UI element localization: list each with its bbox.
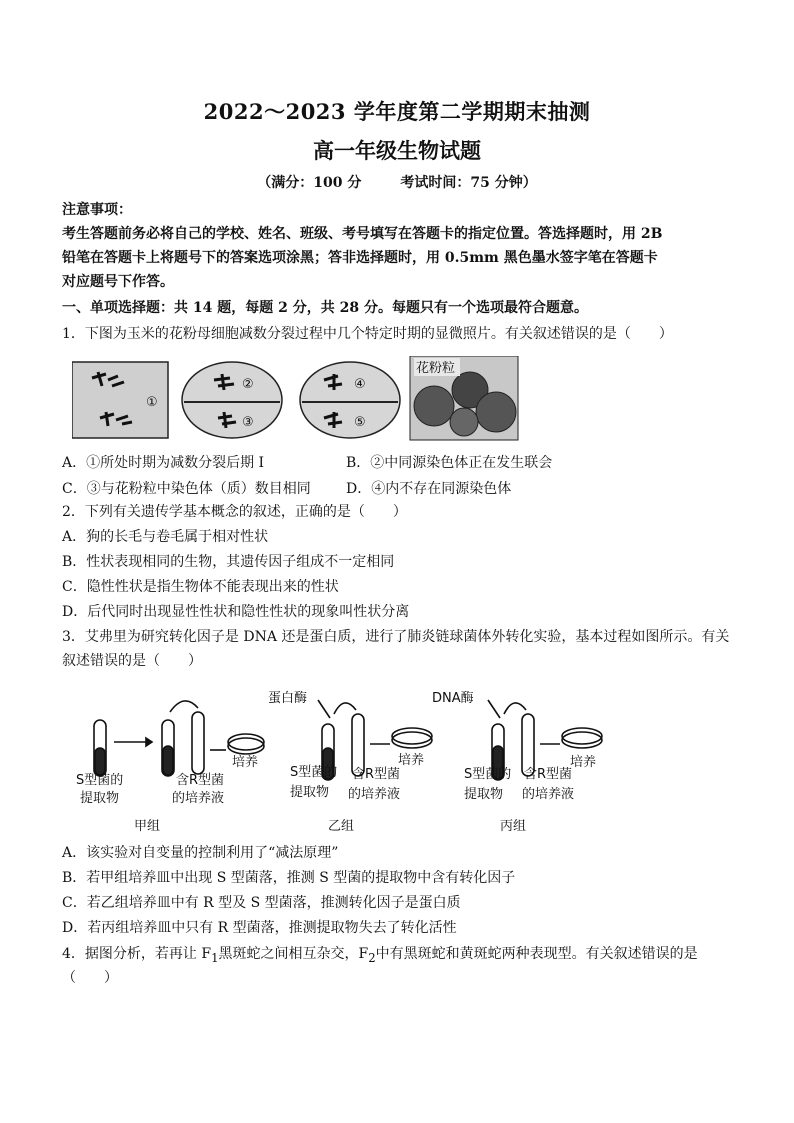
micrograph-number: ④: [354, 377, 366, 392]
label-r-medium: 的培养液: [348, 787, 401, 802]
pollen-grain: [450, 408, 478, 436]
q4-stem-part: 4．据图分析，若再让 F: [62, 946, 212, 962]
micrograph-number: ①: [146, 395, 158, 410]
transfer-arrow: [334, 703, 356, 714]
transformation-experiment-figure: [72, 684, 618, 838]
option-b: B．②中同源染色体正在发生联会: [346, 455, 553, 471]
option-a: A．狗的长毛与卷毛属于相对性状: [62, 529, 269, 545]
group-label: 乙组: [328, 819, 355, 834]
notice-heading: 注意事项：: [62, 202, 132, 218]
pollen-label: 花粉粒: [416, 361, 456, 376]
option-b: B．若甲组培养皿中出现 S 型菌落，推测 S 型菌的提取物中含有转化因子: [62, 870, 516, 886]
test-tube-r-medium: [192, 712, 204, 774]
option-b: B．性状表现相同的生物，其遗传因子组成不一定相同: [62, 554, 395, 570]
option-c: C．隐性性状是指生物体不能表现出来的性状: [62, 579, 339, 595]
tube-liquid: [95, 748, 105, 775]
label-r-medium: 含R型菌: [176, 773, 225, 788]
notice-line: 考生答题前务必将自己的学校、姓名、班级、考号填写在答题卡的指定位置。答选择题时，用 2B: [62, 226, 663, 242]
group-label: 丙组: [500, 819, 527, 834]
option-d: D．若丙组培养皿中只有 R 型菌落，推测提取物失去了转化活性: [62, 920, 457, 936]
exam-title: 2022～2023 学年度第二学期期末抽测: [203, 99, 591, 124]
notice-line: 铅笔在答题卡上将题号下的答案选项涂黑；答非选择题时，用 0.5mm 黑色墨水签字笔在答题卡: [62, 250, 658, 266]
label-r-medium: 含R型菌: [352, 767, 401, 782]
option-c: C．若乙组培养皿中有 R 型及 S 型菌落，推测转化因子是蛋白质: [62, 895, 461, 911]
exam-subtitle: 高一年级生物试题: [313, 138, 481, 163]
label-s-extract: 提取物: [290, 785, 330, 800]
label-r-medium: 含R型菌: [524, 767, 573, 782]
petri-dish: [562, 728, 602, 744]
enzyme-label-protease: 蛋白酶: [268, 691, 308, 706]
group-label: 甲组: [134, 819, 161, 834]
petri-dish: [392, 728, 432, 744]
subscript: 1: [211, 950, 219, 965]
petri-dish-base: [392, 732, 432, 748]
label-s-extract: 提取物: [464, 787, 504, 802]
label-culture: 培养: [398, 753, 425, 768]
label-s-extract: 提取物: [80, 791, 120, 806]
label-r-medium: 的培养液: [172, 791, 225, 806]
micrograph-number: ⑤: [354, 415, 366, 430]
pollen-grain: [414, 386, 454, 426]
meiosis-micrographs: [72, 356, 522, 442]
label-culture: 培养: [232, 755, 259, 770]
dropper: [488, 700, 500, 718]
question-stem: 2．下列有关遗传学基本概念的叙述，正确的是（ ）: [62, 504, 407, 520]
transfer-arrow: [170, 701, 198, 712]
pollen-grain: [476, 392, 516, 432]
subscript: 2: [368, 950, 376, 965]
petri-dish-base: [562, 732, 602, 748]
question-stem: 3．艾弗里为研究转化因子是 DNA 还是蛋白质，进行了肺炎链球菌体外转化实验，基本过程如图所示。有关: [62, 629, 730, 645]
micrograph-2: [182, 362, 282, 438]
notice-line: 对应题号下作答。: [62, 274, 174, 290]
micrograph-number: ③: [242, 415, 254, 430]
petri-dish: [228, 734, 264, 750]
label-culture: 培养: [570, 755, 597, 770]
question-stem: 1．下图为玉米的花粉母细胞减数分裂过程中几个特定时期的显微照片。有关叙述错误的是（ ）: [62, 326, 673, 342]
option-a: A．该实验对自变量的控制利用了“减法原理”: [62, 845, 339, 861]
enzyme-label-dnase: DNA酶: [432, 691, 474, 706]
question-stem-cont: （ ）: [62, 970, 118, 986]
q4-stem-part: 中有黑斑蛇和黄斑蛇两种表现型。有关叙述错误的是: [375, 946, 698, 962]
option-d: D．④内不存在同源染色体: [346, 481, 512, 497]
micrograph-3: [300, 362, 400, 438]
label-s-extract: S型菌的: [76, 773, 124, 788]
petri-dish-base: [228, 738, 264, 754]
arrow-head: [146, 738, 152, 746]
option-a: A．①所处时期为减数分裂后期 I: [62, 455, 265, 471]
section-heading: 一、单项选择题：共 14 题，每题 2 分，共 28 分。每题只有一个选项最符合题意。: [62, 300, 588, 316]
exam-meta: （满分：100 分 考试时间：75 分钟）: [257, 175, 537, 191]
option-c: C．③与花粉粒中染色体（质）数目相同: [62, 481, 311, 497]
label-r-medium: 的培养液: [522, 787, 575, 802]
dropper: [318, 700, 330, 718]
q4-stem-part: 黑斑蛇之间相互杂交，F: [218, 946, 369, 962]
label-s-extract: S型菌的: [290, 765, 338, 780]
transfer-arrow: [504, 703, 526, 714]
question-stem: [62, 944, 742, 968]
option-d: D．后代同时出现显性性状和隐性性状的现象叫性状分离: [62, 604, 410, 620]
question-stem-cont: 叙述错误的是（ ）: [62, 653, 202, 669]
tube-liquid: [163, 746, 173, 775]
label-s-extract: S型菌的: [464, 767, 512, 782]
micrograph-number: ②: [242, 377, 254, 392]
